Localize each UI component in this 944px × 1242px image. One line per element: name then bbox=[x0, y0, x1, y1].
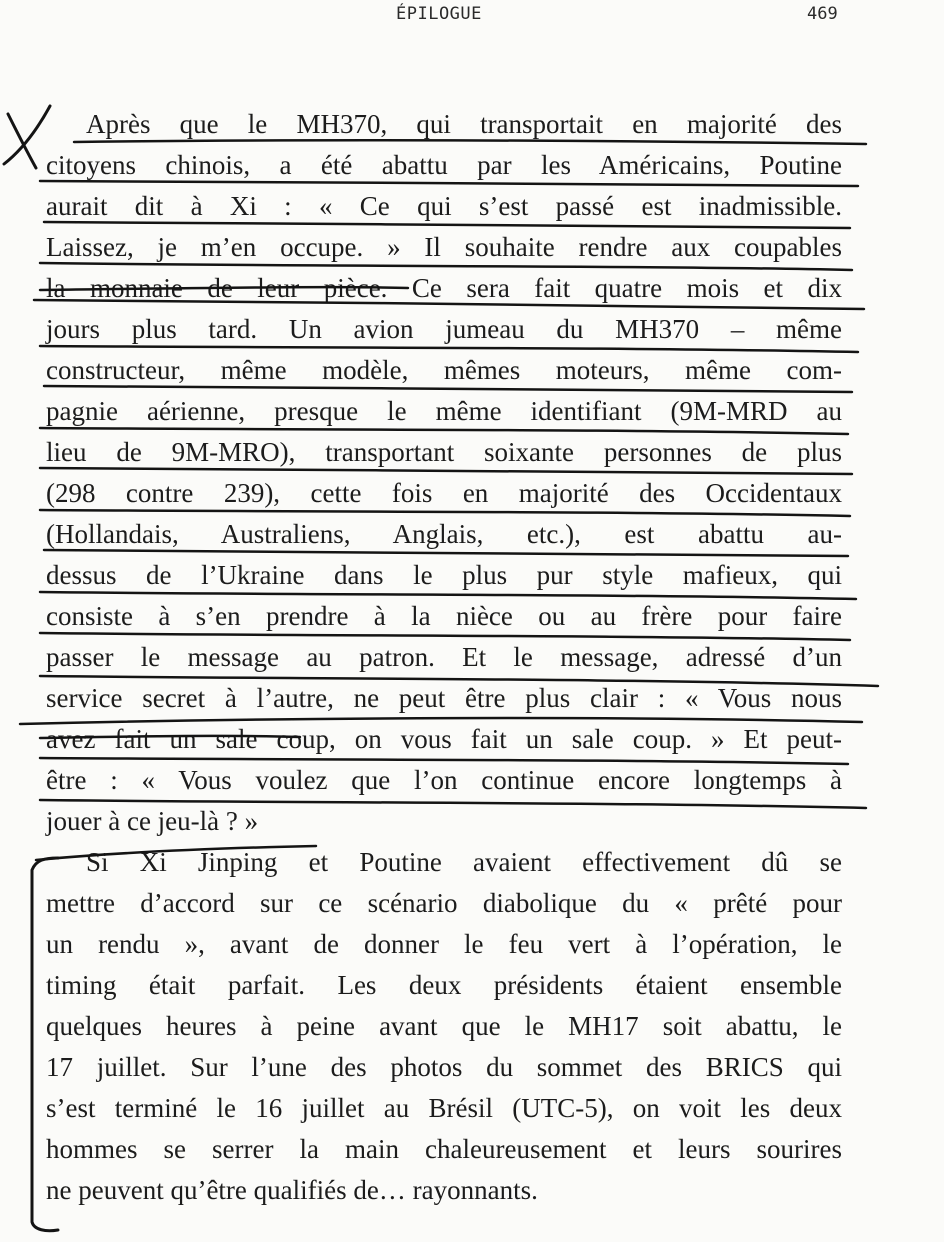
text-line: jours plus tard. Un avion jumeau du MH370 – même bbox=[46, 314, 842, 344]
page-number: 469 bbox=[807, 4, 838, 24]
chapter-title: ÉPILOGUE bbox=[396, 4, 482, 24]
text-line: être : « Vous voulez que l’on continue encore longtemps à bbox=[46, 765, 842, 795]
text-line: (Hollandais, Australiens, Anglais, etc.), est abattu au- bbox=[46, 519, 842, 549]
paragraph-2 bbox=[46, 842, 842, 1211]
text-line: lieu de 9M-MRO), transportant soixante personnes de plus bbox=[46, 437, 842, 467]
text-line: la monnaie de leur pièce. Ce sera fait quatre mois et dix bbox=[46, 273, 842, 303]
margin-x-mark bbox=[8, 114, 36, 168]
text-line: pagnie aérienne, presque le même identifiant (9M-MRD au bbox=[46, 396, 842, 426]
text-line: quelques heures à peine avant que le MH17 soit abattu, le bbox=[46, 1011, 842, 1041]
text-line: un rendu », avant de donner le feu vert à l’opération, le bbox=[46, 929, 842, 959]
text-line: jouer à ce jeu-là ? » bbox=[46, 806, 259, 836]
text-line: 17 juillet. Sur l’une des photos du sommet des BRICS qui bbox=[46, 1052, 842, 1082]
running-header bbox=[0, 2, 944, 26]
text-line: hommes se serrer la main chaleureusement et leurs sourires bbox=[46, 1134, 842, 1164]
text-line: s’est terminé le 16 juillet au Brésil (UTC-5), on voit les deux bbox=[46, 1093, 842, 1123]
margin-x-mark bbox=[4, 106, 50, 164]
text-line: timing était parfait. Les deux présidents étaient ensemble bbox=[46, 970, 842, 1000]
text-line: avez fait un sale coup, on vous fait un sale coup. » Et peut- bbox=[46, 724, 842, 754]
text-line: Laissez, je m’en occupe. » Il souhaite rendre aux coupables bbox=[46, 232, 842, 262]
paragraph-1 bbox=[46, 104, 842, 842]
text-line: dessus de l’Ukraine dans le plus pur style mafieux, qui bbox=[46, 560, 842, 590]
text-line: ne peuvent qu’être qualifiés de… rayonnants. bbox=[46, 1175, 538, 1205]
text-line: service secret à l’autre, ne peut être plus clair : « Vous nous bbox=[46, 683, 842, 713]
text-line: Si Xi Jinping et Poutine avaient effectivement dû se bbox=[86, 847, 842, 877]
text-line: Après que le MH370, qui transportait en majorité des bbox=[86, 109, 842, 139]
text-line: mettre d’accord sur ce scénario diabolique du « prêté pour bbox=[46, 888, 842, 918]
text-line: citoyens chinois, a été abattu par les Américains, Poutine bbox=[46, 150, 842, 180]
text-line: constructeur, même modèle, mêmes moteurs, même com- bbox=[46, 355, 842, 385]
text-line: consiste à s’en prendre à la nièce ou au frère pour faire bbox=[46, 601, 842, 631]
text-line: (298 contre 239), cette fois en majorité des Occidentaux bbox=[46, 478, 842, 508]
text-line: passer le message au patron. Et le message, adressé d’un bbox=[46, 642, 842, 672]
text-line: aurait dit à Xi : « Ce qui s’est passé est inadmissible. bbox=[46, 191, 842, 221]
